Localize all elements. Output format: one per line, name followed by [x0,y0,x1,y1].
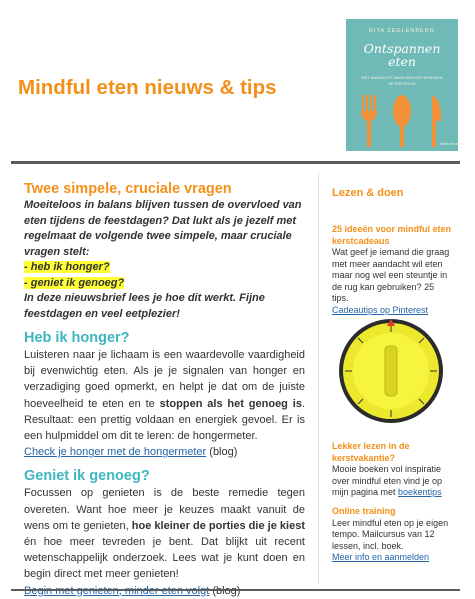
training-link[interactable]: Meer info en aanmelden [332,552,430,562]
column-divider [318,173,319,585]
question-genieten: - geniet ik genoeg? [24,276,125,289]
kitchen-timer-image [332,310,450,428]
cutlery-icon [346,19,464,151]
intro-title: Twee simpele, cruciale vragen [24,181,232,197]
sidebar-item-training [332,506,452,564]
sidebar-item-text: Wat geef je iemand die graag met meer aandacht wil eten maar nog wel een steuntje in de rug kan gebruiken? 25 tips. Cadeautips op Pinterest [332,247,450,315]
header-divider [11,161,460,164]
sidebar-item-kerstcadeaus [332,224,452,316]
sidebar-heading: Lezen & doen [332,187,404,199]
pinterest-link[interactable]: Cadeautips op Pinterest [332,304,429,315]
section-honger-text: Luisteren naar je lichaam is een waardevolle vaardigheid bij evenwichtig eten. Als je je signalen van honger en verzadiging goed opmerkt, en helpt je dat om de juiste hoeveelheid te eten en te stoppen als het genoeg is. Resultaat: een prettig voldaan en energiek gevoel. Er is een hulpmiddel om dit te leren: de hongermeter. Check je honger met de hongermeter (blog) [24,349,306,459]
question-honger: - heb ik honger? [24,261,110,273]
sidebar-item-title: Online training [332,506,396,516]
hongermeter-link[interactable]: Check je honger met de hongermeter [24,446,207,459]
newsletter-header [0,0,475,160]
section-genieten-text: Focussen op genieten is de beste remedie tegen overeten. Want hoe meer je keuzes maakt vanuit de wens om te genieten, hoe kleiner de porties die je kiest én hoe meer tevreden je bent. Dat blijkt uit recent wetenschappelijk onderzoek. Lees wat je kunt doen en begin direct met meer genieten! [24,485,305,598]
intro-text: Moeiteloos in balans blijven tussen de overvloed van eten tijdens de feestdagen? Dat lukt als je jezelf met regelmaat de volgende twee simpele, maar cruciale vragen stelt: - heb ik honger? - geniet ik genoeg? In deze nieuwsbrief lees je hoe dit werkt. Fijne feestdagen en veel eetplezier! [24,199,302,320]
sidebar-item-text: Mooie boeken vol inspiratie over mindful eten vind je op mijn pagina met boekentips [332,464,443,497]
section-genieten-title: Geniet ik genoeg? [24,468,150,485]
boekentips-link[interactable]: boekentips [398,487,442,497]
sidebar-item-title: Lekker lezen in de kerstvakantie? [332,441,410,463]
book-cover-image[interactable] [346,19,464,151]
main-column [24,180,305,599]
publisher-logo: ankh-hermes [440,141,464,146]
footer-divider [11,589,460,591]
sidebar-item-title: 25 ideeën voor mindful eten kerstcadeaus [332,224,452,246]
book-author: RITA ZEGLENBERG [369,28,435,34]
book-subtitle: MET AANDACHT NAAR EEN ONTSPANNEN EETPATROON [361,75,443,86]
sidebar-item-text: Leer mindful eten op je eigen tempo. Mailcursus van 12 lessen, incl. boek. Meer info en aanmelden [332,517,449,562]
book-title: Ontspannen eten [363,41,441,69]
sidebar [332,180,452,316]
section-honger-title: Heb ik honger? [24,330,130,346]
page-title: Mindful eten nieuws & tips [18,76,277,99]
sidebar-item-boeken [332,441,452,499]
